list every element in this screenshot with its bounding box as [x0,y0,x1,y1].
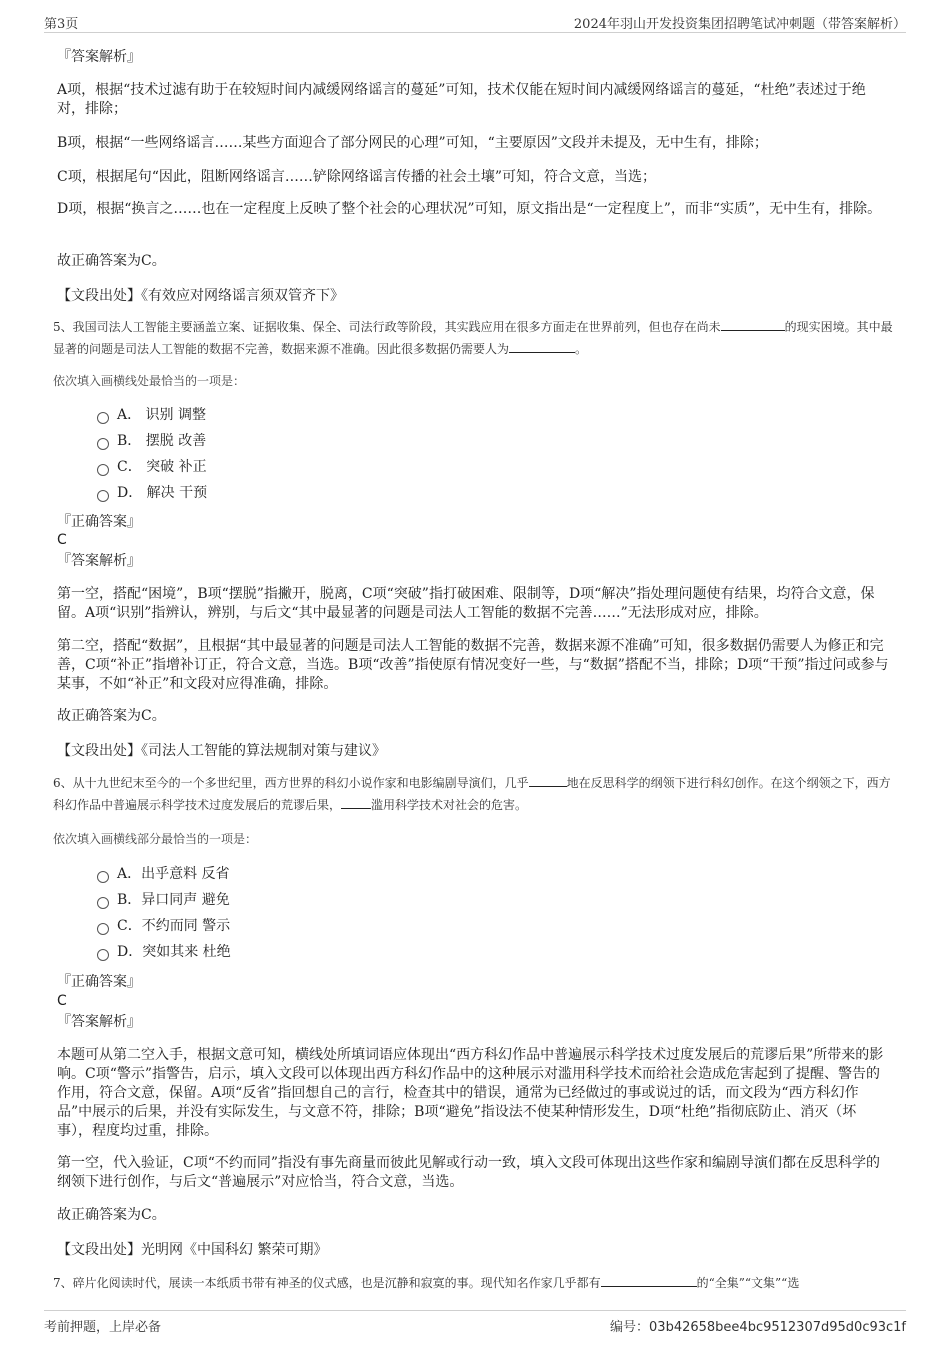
fill-blank [529,774,567,787]
analysis-label: 『答案解析』 [57,49,141,65]
page-footer [44,1310,906,1335]
question-6-prompt: 依次填入画横线部分最恰当的一项是： [53,832,258,846]
radio-button[interactable] [97,464,109,476]
option-d[interactable]: D． 解决 干预 [97,480,207,506]
question-5-text: 5、我国司法人工智能主要涵盖立案、证据收集、保全、司法行政等阶段，其实践应用在很多方面走在世界前列，但也存在尚未 的现实困境。其中最显著的问题是司法人工智能的数据不完善，数据来源不准确。因此很多数据仍需要人为 。 [53,320,893,356]
fill-blank [341,796,371,809]
footer-motto: 考前押题，上岸必备 [44,1320,162,1335]
analysis-paragraph: 第一空，搭配“困境”，B项“摆脱”指撇开，脱离，C项“突破”指打破困难、限制等，D项“解决”指处理问题使有结果，均符合文意，保留。A项“识别”指辨认，辨别，与后文“其中最显著的问题是司法人工智能的数据不完善……”无法形成对应，排除。 [57,586,875,621]
question-6-options [57,861,231,965]
radio-button[interactable] [97,438,109,450]
option-b[interactable]: B． 摆脱 改善 [97,428,207,454]
question-5-prompt: 依次填入画横线处最恰当的一项是： [53,374,246,388]
conclusion: 故正确答案为C。 [57,708,166,724]
option-d[interactable]: D．突如其来 杜绝 [97,939,231,965]
analysis-option-c: C项，根据尾句“因此，阻断网络谣言……铲除网络谣言传播的社会土壤”可知，符合文意，当选； [57,169,657,185]
conclusion: 故正确答案为C。 [57,253,166,269]
analysis-paragraph: 第一空，代入验证，C项“不约而同”指没有事先商量而彼此见解或行动一致，填入文段可体现出这些作家和编剧导演们都在反思科学的纲领下进行创作，与后文“普遍展示”对应恰当，符合文意，当选。 [57,1155,881,1190]
radio-button[interactable] [97,490,109,502]
fill-blank [601,1274,697,1287]
document-title: 2024年羽山开发投资集团招聘笔试冲刺题（带答案解析） [573,17,906,32]
analysis-option-a: A项，根据“技术过滤有助于在较短时间内减缓网络谣言的蔓延”可知，技术仅能在短时间内减缓网络谣言的蔓延，“杜绝”表述过于绝对，排除； [57,82,866,117]
analysis-paragraph: 本题可从第二空入手，根据文意可知，横线处所填词语应体现出“西方科幻作品中普遍展示科学技术过度发展后的荒谬后果”所带来的影响。C项“警示”指警告，启示，填入文段可以体现出西方科幻作品中的这种展示对滥用科学技术而给社会造成危害起到了提醒、警告的作用，符合文意，保留。A项“反省”指回想自己的言行，检查其中的错误，通常为已经做过的事或说过的话，而文段为“西方科幻作品”中展示的后果，并没有实际发生，与文意不符，排除；B项“避免”指设法不使某种情形发生，D项“杜绝”指彻底防止、消灭（坏事），程度均过重，排除。 [57,1047,884,1139]
option-c[interactable]: C．不约而同 警示 [97,913,231,939]
option-a[interactable]: A．出乎意料 反省 [97,861,231,887]
option-a[interactable]: A． 识别 调整 [97,402,207,428]
radio-button[interactable] [97,897,109,909]
correct-answer-label: 『正确答案』 [57,514,141,530]
question-7-text: 7、碎片化阅读时代，展读一本纸质书带有神圣的仪式感，也是沉静和寂寞的事。现代知名作家几乎都有 的“全集”“文集”“选 [53,1276,800,1290]
option-c[interactable]: C． 突破 补正 [97,454,207,480]
conclusion: 故正确答案为C。 [57,1207,166,1223]
analysis-label: 『答案解析』 [57,1014,141,1030]
source-citation: 【文段出处】《司法人工智能的算法规制对策与建议》 [57,743,386,759]
correct-answer-label: 『正确答案』 [57,974,141,990]
radio-button[interactable] [97,923,109,935]
analysis-option-d: D项，根据“换言之……也在一定程度上反映了整个社会的心理状况”可知，原文指出是“一定程度上”，而非“实质”，无中生有，排除。 [57,201,882,217]
page-number: 第3页 [44,17,79,32]
analysis-label: 『答案解析』 [57,553,141,569]
radio-button[interactable] [97,412,109,424]
correct-answer: C [57,993,67,1009]
page-header [44,10,906,33]
radio-button[interactable] [97,871,109,883]
fill-blank [721,318,785,331]
radio-button[interactable] [97,949,109,961]
option-b[interactable]: B．异口同声 避免 [97,887,231,913]
analysis-paragraph: 第二空，搭配“数据”，且根据“其中最显著的问题是司法人工智能的数据不完善，数据来源不准确”可知，很多数据仍需要人为修正和完善，C项“补正”指增补订正，符合文意，当选。B项“改善”指使原有情况变好一些，与“数据”搭配不当，排除；D项“干预”指过问或参与某事，不如“补正”和文段对应得准确，排除。 [57,638,889,692]
question-6-text: 6、从十九世纪末至今的一个多世纪里，西方世界的科幻小说作家和电影编剧导演们，几乎 地在反思科学的纲领下进行科幻创作。在这个纲领之下，西方科幻作品中普遍展示科学技术过度发展后的荒谬后果， 滥用科学技术对社会的危害。 [53,776,891,812]
document-code: 编号：03b42658bee4bc9512307d95d0c93c1f [610,1320,906,1335]
correct-answer: C [57,532,67,548]
question-5-options [57,402,207,506]
analysis-option-b: B项，根据“一些网络谣言……某些方面迎合了部分网民的心理”可知，“主要原因”文段并未提及，无中生有，排除； [57,135,768,151]
source-citation: 【文段出处】《有效应对网络谣言须双管齐下》 [57,288,344,304]
fill-blank [509,340,575,353]
source-citation: 【文段出处】光明网《中国科幻 繁荣可期》 [57,1242,328,1258]
